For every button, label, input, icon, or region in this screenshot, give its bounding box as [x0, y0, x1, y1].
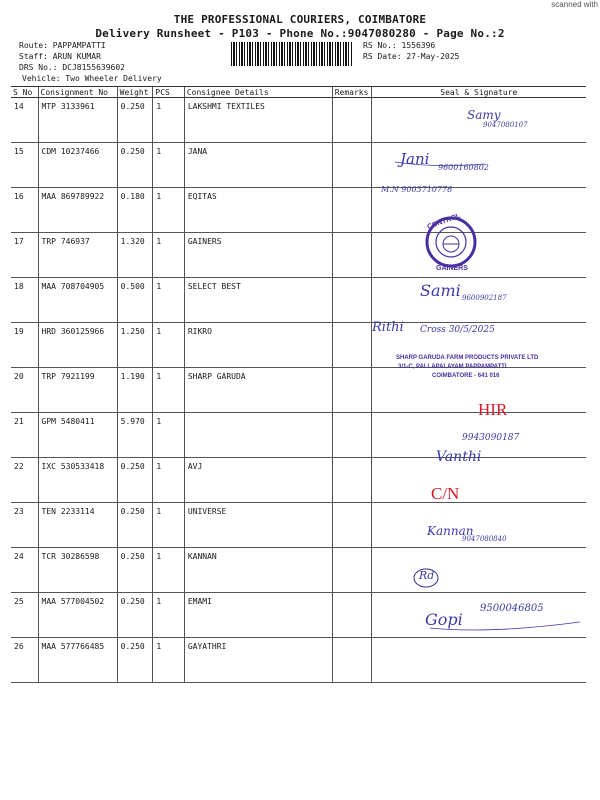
cell-weight: 0.250 — [117, 638, 153, 683]
cell-sno: 18 — [11, 278, 38, 323]
gainers-stamp — [426, 212, 475, 272]
scanner-logo: scanned with — [551, 0, 598, 9]
cell-weight: 1.320 — [117, 233, 153, 278]
cell-pcs: 1 — [153, 278, 184, 323]
cell-weight: 0.250 — [117, 593, 153, 638]
sig24: Kannan — [427, 524, 474, 538]
sig14: Samy — [467, 108, 501, 122]
rs-date: RS Date: 27-May-2025 — [363, 52, 460, 61]
cell-consignment: TRP 746937 — [38, 233, 117, 278]
stamp-bottom-text: GAINERS — [436, 265, 468, 272]
note21: HIR — [478, 400, 508, 419]
cell-pcs: 1 — [153, 458, 184, 503]
cell-weight: 0.180 — [117, 188, 153, 233]
cell-consignee: EMAMI — [184, 593, 332, 638]
num14: 9047080107 — [483, 121, 528, 129]
header-consignment: Consignment No — [38, 87, 117, 98]
staff-label: Staff: ARUN KUMAR — [19, 52, 101, 61]
cell-pcs: 1 — [153, 638, 184, 683]
sig22: Vanthi — [436, 449, 482, 465]
cell-pcs: 1 — [153, 188, 184, 233]
cell-consignment: MTP 3133961 — [38, 98, 117, 143]
runsheet-title: Delivery Runsheet - P103 - Phone No.:9047080280 - Page No.:2 — [95, 27, 505, 40]
sig18: Sami — [420, 281, 461, 300]
cell-consignee: LAKSHMI TEXTILES — [184, 98, 332, 143]
cell-pcs: 1 — [153, 368, 184, 413]
cell-weight: 5.970 — [117, 413, 153, 458]
cell-consignee: SELECT BEST — [184, 278, 332, 323]
cell-weight: 0.250 — [117, 458, 153, 503]
cell-consignee: JANA — [184, 143, 332, 188]
stamp20-line3: COIMBATORE - 641 016 — [432, 373, 500, 379]
stamp20-line2: 3/1-C, PALLAPALAYAM PAPPAMPATTI — [398, 364, 507, 370]
cell-consignment: TEN 2233114 — [38, 503, 117, 548]
cell-pcs: 1 — [153, 233, 184, 278]
cell-sno: 20 — [11, 368, 38, 413]
sig26: Gopi — [425, 610, 463, 629]
num22: 9943090187 — [462, 433, 520, 443]
cell-consignment: CDM 10237466 — [38, 143, 117, 188]
route-label: Route: PAPPAMPATTI — [19, 41, 106, 50]
cell-sno: 21 — [11, 413, 38, 458]
stamp-top-text: CONTROL — [426, 212, 462, 231]
cell-consignee: SHARP GARUDA — [184, 368, 332, 413]
cell-pcs: 1 — [153, 98, 184, 143]
cell-sno: 16 — [11, 188, 38, 233]
cell-sno: 25 — [11, 593, 38, 638]
cell-consignment: HRD 360125966 — [38, 323, 117, 368]
cell-pcs: 1 — [153, 548, 184, 593]
num15: 9600160802 — [438, 163, 489, 172]
note23: C/N — [431, 484, 460, 503]
cell-consignment: MAA 577766485 — [38, 638, 117, 683]
cell-sno: 24 — [11, 548, 38, 593]
cell-weight: 0.250 — [117, 143, 153, 188]
vehicle-label: Vehicle: Two Wheeler Delivery — [22, 74, 162, 83]
cell-sno: 26 — [11, 638, 38, 683]
num26: 9500046805 — [480, 603, 544, 614]
cell-consignment: MAA 708704905 — [38, 278, 117, 323]
header-seal-signature: Seal & Signature — [371, 87, 586, 98]
cell-pcs: 1 — [153, 593, 184, 638]
cell-consignment: MAA 577004502 — [38, 593, 117, 638]
cell-consignment: TRP 7921199 — [38, 368, 117, 413]
cell-pcs: 1 — [153, 503, 184, 548]
cell-sno: 17 — [11, 233, 38, 278]
cell-consignment: IXC 530533418 — [38, 458, 117, 503]
cell-sno: 19 — [11, 323, 38, 368]
mobile16: M.N 9003710776 — [381, 185, 453, 194]
cell-consignee: GAYATHRI — [184, 638, 332, 683]
cell-weight: 1.190 — [117, 368, 153, 413]
sig15: Jani — [400, 150, 430, 168]
header-remarks: Remarks — [332, 87, 371, 98]
cell-weight: 0.500 — [117, 278, 153, 323]
num24: 9047080840 — [462, 535, 507, 543]
sig19: Rithi — [372, 320, 404, 335]
cell-consignment: GPM 5480411 — [38, 413, 117, 458]
rs-number: RS No.: 1556396 — [363, 41, 436, 50]
cell-consignee: GAINERS — [184, 233, 332, 278]
sig25: Rd — [419, 569, 435, 582]
cell-consignee: UNIVERSE — [184, 503, 332, 548]
header-consignee: Consignee Details — [184, 87, 332, 98]
cell-sno: 14 — [11, 98, 38, 143]
cell-weight: 1.250 — [117, 323, 153, 368]
cell-pcs: 1 — [153, 143, 184, 188]
drs-label: DRS No.: DCJ8155639602 — [19, 63, 125, 72]
cell-pcs: 1 — [153, 413, 184, 458]
cell-consignee: AVJ — [184, 458, 332, 503]
header-pcs: PCS — [153, 87, 184, 98]
cell-weight: 0.250 — [117, 503, 153, 548]
cell-consignee: RIKRO — [184, 323, 332, 368]
cell-sno: 15 — [11, 143, 38, 188]
stamp20-line1: SHARP GARUDA FARM PRODUCTS PRIVATE LTD — [396, 355, 539, 361]
cell-sno: 22 — [11, 458, 38, 503]
cell-consignment: MAA 869789922 — [38, 188, 117, 233]
num19: Cross 30/5/2025 — [420, 325, 495, 335]
header-weight: Weight — [117, 87, 153, 98]
cell-consignee: EQITAS — [184, 188, 332, 233]
num18: 9600902187 — [462, 294, 507, 302]
header-sno: S No — [11, 87, 38, 98]
cell-pcs: 1 — [153, 323, 184, 368]
cell-weight: 0.250 — [117, 548, 153, 593]
cell-consignee: KANNAN — [184, 548, 332, 593]
cell-sno: 23 — [11, 503, 38, 548]
cell-weight: 0.250 — [117, 98, 153, 143]
cell-consignment: TCR 30286598 — [38, 548, 117, 593]
company-title: THE PROFESSIONAL COURIERS, COIMBATORE — [173, 13, 427, 26]
